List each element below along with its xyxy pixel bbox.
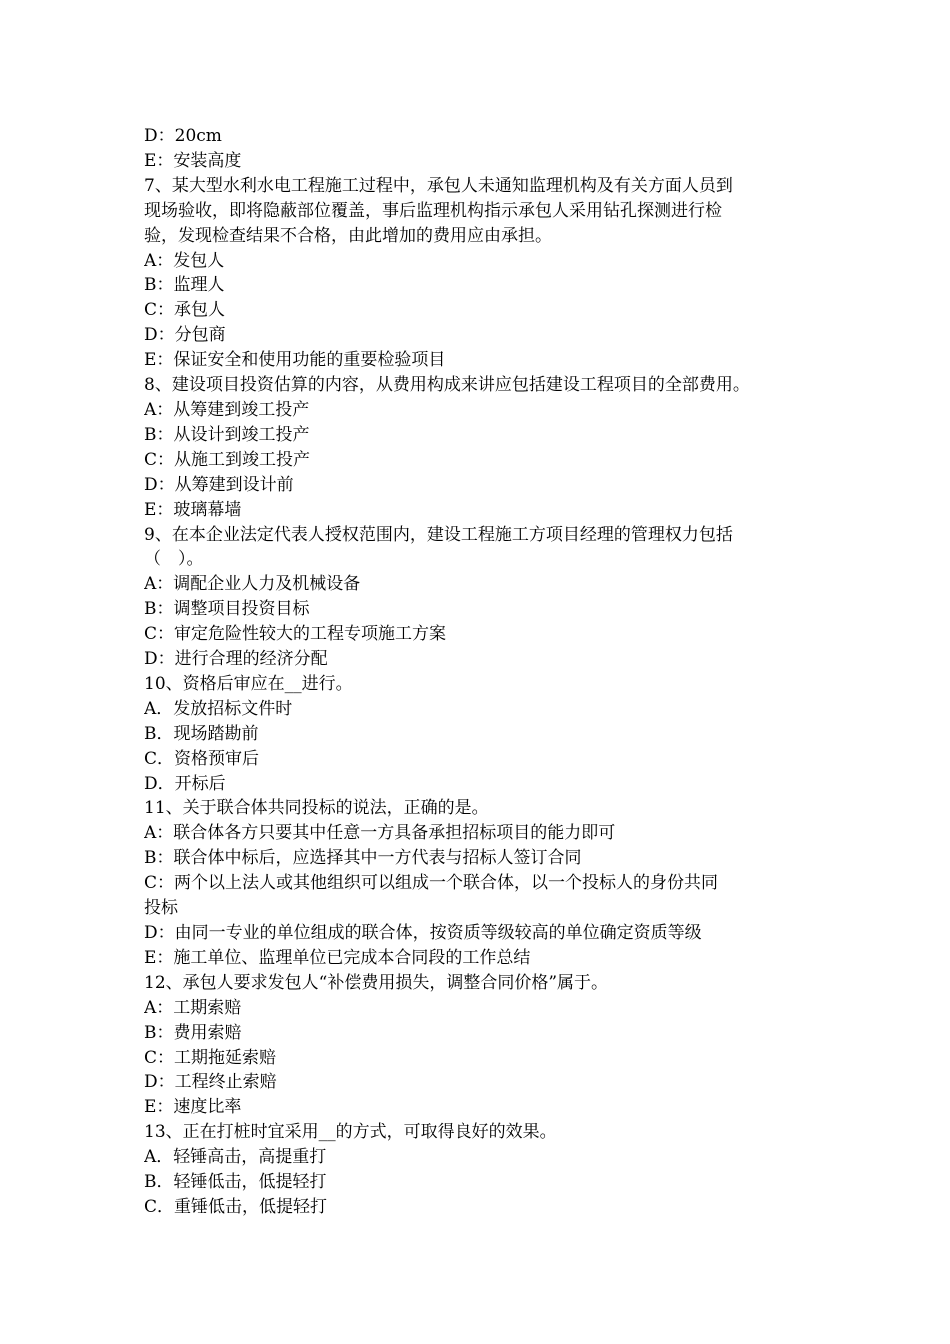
text-line: D：20cm <box>144 126 222 146</box>
option-line: D：工程终止索赔 <box>144 1072 277 1093</box>
option-line: D：进行合理的经济分配 <box>144 649 328 670</box>
option-line: B．现场踏勘前 <box>144 723 259 744</box>
option-line: B．轻锤低击，低提轻打 <box>144 1172 327 1193</box>
option-line: E：玻璃幕墙 <box>144 499 242 520</box>
option-line: E：施工单位、监理单位已完成本合同段的工作总结 <box>144 947 531 968</box>
text-line: 现场验收，即将隐蔽部位覆盖，事后监理机构指示承包人采用钻孔探测进行检 <box>144 200 722 221</box>
question-12: 12、承包人要求发包人“补偿费用损失，调整合同价格”属于。 <box>144 972 609 993</box>
text-line: 投标 <box>144 898 178 919</box>
option-line: B：调整项目投资目标 <box>144 599 310 620</box>
option-line: D．开标后 <box>144 773 226 794</box>
option-line: A：从筹建到竣工投产 <box>144 399 310 420</box>
option-line: C．资格预审后 <box>144 748 260 769</box>
option-line: C．重锤低击，低提轻打 <box>144 1196 328 1217</box>
option-line: B：监理人 <box>144 275 225 296</box>
option-line: E：保证安全和使用功能的重要检验项目 <box>144 350 446 371</box>
option-line: E：速度比率 <box>144 1097 242 1118</box>
text-line: （ ）。 <box>144 549 204 570</box>
option-line: D：从筹建到设计前 <box>144 474 294 495</box>
option-line: C：承包人 <box>144 300 226 321</box>
text-line: E：安装高度 <box>144 150 242 171</box>
option-line: A：联合体各方只要其中任意一方具备承担招标项目的能力即可 <box>144 823 616 844</box>
option-line: C：工期拖延索赔 <box>144 1047 277 1068</box>
option-line: A．发放招标文件时 <box>144 698 293 719</box>
question-8: 8、建设项目投资估算的内容，从费用构成来讲应包括建设工程项目的全部费用。 <box>144 375 750 396</box>
option-line: C：审定危险性较大的工程专项施工方案 <box>144 624 447 645</box>
option-line: A：发包人 <box>144 250 225 271</box>
document-page <box>144 124 814 1220</box>
option-line: C：从施工到竣工投产 <box>144 449 311 470</box>
question-11: 11、关于联合体共同投标的说法，正确的是。 <box>144 798 489 819</box>
option-line: B：联合体中标后，应选择其中一方代表与招标人签订合同 <box>144 848 582 869</box>
option-line: B：从设计到竣工投产 <box>144 424 310 445</box>
option-line: B：费用索赔 <box>144 1022 242 1043</box>
option-line: A：调配企业人力及机械设备 <box>144 574 361 595</box>
text-line: 验，发现检查结果不合格，由此增加的费用应由承担。 <box>144 225 552 246</box>
option-line: C：两个以上法人或其他组织可以组成一个联合体，以一个投标人的身份共同 <box>144 873 719 894</box>
option-line: D：分包商 <box>144 325 226 346</box>
question-10: 10、资格后审应在__进行。 <box>144 673 353 694</box>
question-9: 9、在本企业法定代表人授权范围内，建设工程施工方项目经理的管理权力包括 <box>144 524 733 545</box>
question-7: 7、某大型水利水电工程施工过程中，承包人未通知监理机构及有关方面人员到 <box>144 175 733 196</box>
question-13: 13、正在打桩时宜采用__的方式，可取得良好的效果。 <box>144 1122 557 1143</box>
option-line: D：由同一专业的单位组成的联合体，按资质等级较高的单位确定资质等级 <box>144 923 702 943</box>
option-line: A：工期索赔 <box>144 997 242 1018</box>
option-line: A．轻锤高击，高提重打 <box>144 1147 327 1168</box>
